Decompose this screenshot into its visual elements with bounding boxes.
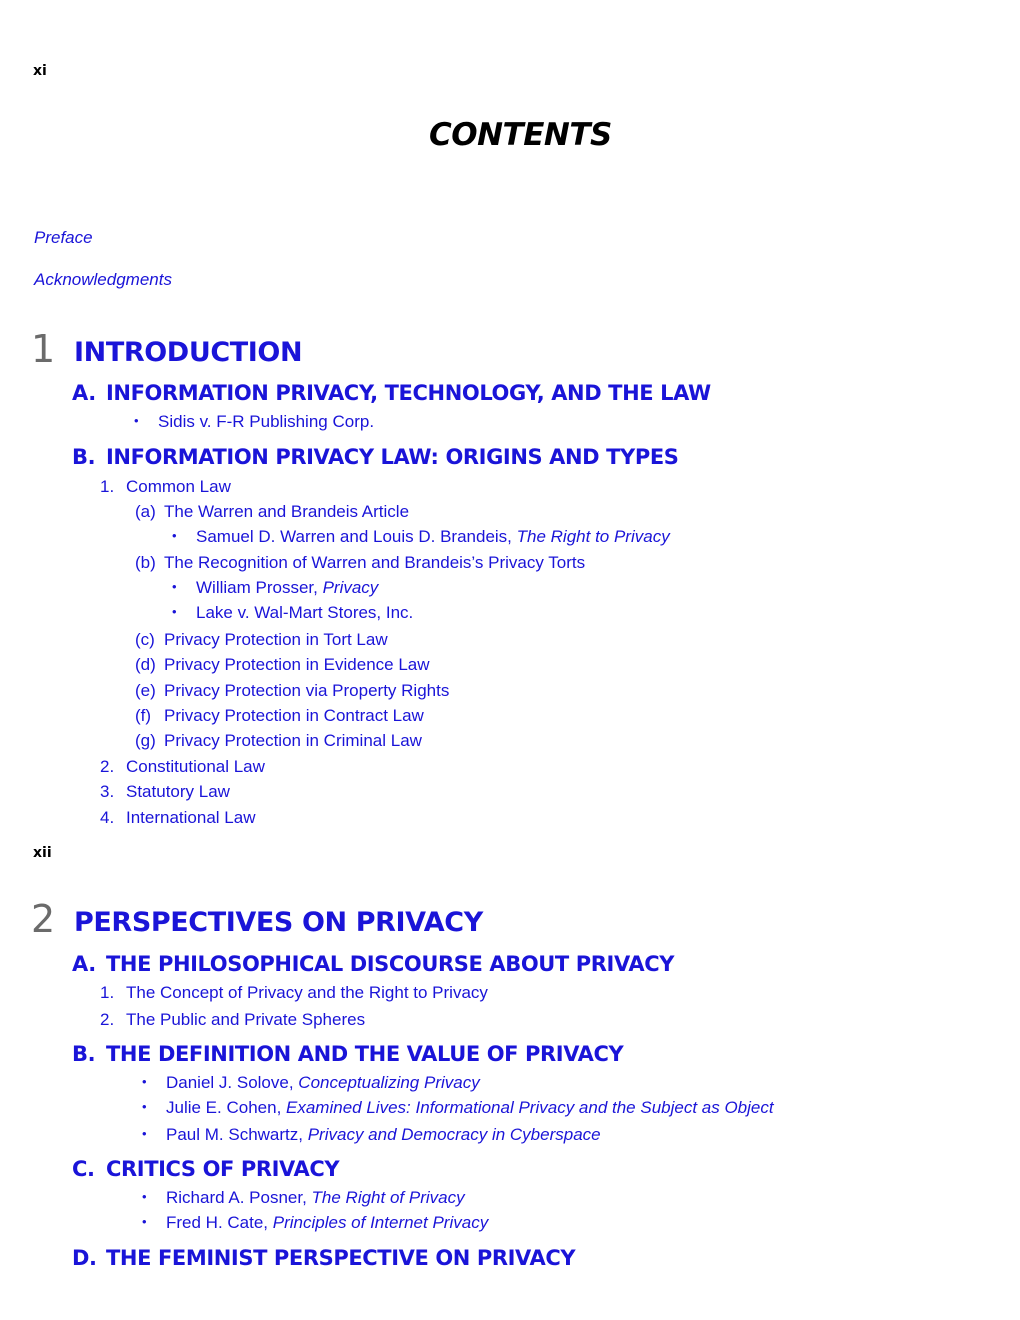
toc-link-section-2a[interactable]: [72, 952, 674, 976]
bullet-icon: •: [142, 1214, 147, 1229]
toc-link-subsection[interactable]: (f) Privacy Protection in Contract Law: [135, 706, 424, 725]
toc-link-section-2b[interactable]: [72, 1042, 623, 1066]
toc-link-constitutional-law[interactable]: 2. Constitutional Law: [100, 757, 265, 776]
toc-link-reading[interactable]: • William Prosser, Privacy: [172, 578, 379, 597]
section-label: A.: [72, 952, 96, 976]
section-title: THE PHILOSOPHICAL DISCOURSE ABOUT PRIVACY: [106, 952, 675, 976]
toc-link-subsection[interactable]: (a) The Warren and Brandeis Article: [135, 502, 410, 521]
section-label: A.: [72, 381, 96, 405]
toc-link-case[interactable]: • Sidis v. F-R Publishing Corp.: [134, 412, 375, 431]
toc-link-subsection[interactable]: (c) Privacy Protection in Tort Law: [135, 630, 388, 649]
toc-link-section-2d[interactable]: [72, 1246, 575, 1270]
toc-link-reading[interactable]: • Richard A. Posner, The Right of Privacy: [142, 1188, 465, 1207]
bullet-icon: •: [142, 1189, 147, 1204]
toc-link-subsection[interactable]: (b) The Recognition of Warren and Brandeis’s Privacy Torts: [135, 553, 586, 572]
section-title: THE FEMINIST PERSPECTIVE ON PRIVACY: [106, 1246, 576, 1270]
toc-link-chapter-1[interactable]: INTRODUCTION: [74, 337, 303, 368]
toc-link-acknowledgments[interactable]: Acknowledgments: [34, 270, 172, 289]
toc-link-common-law[interactable]: 1. Common Law: [100, 477, 231, 496]
toc-link-preface[interactable]: Preface: [34, 228, 93, 247]
toc-link-international-law[interactable]: 4. International Law: [100, 808, 256, 827]
bullet-icon: •: [142, 1126, 147, 1141]
toc-link-chapter-2[interactable]: PERSPECTIVES ON PRIVACY: [74, 907, 483, 938]
section-label: B.: [72, 445, 96, 469]
toc-link-spheres[interactable]: 2. The Public and Private Spheres: [100, 1010, 366, 1029]
bullet-icon: •: [172, 579, 177, 594]
toc-link-reading[interactable]: • Daniel J. Solove, Conceptualizing Privacy: [142, 1073, 480, 1092]
section-title: CRITICS OF PRIVACY: [106, 1157, 340, 1181]
toc-link-subsection[interactable]: (g) Privacy Protection in Criminal Law: [135, 731, 422, 750]
toc-link-reading[interactable]: • Samuel D. Warren and Louis D. Brandeis, The Right to Privacy: [172, 527, 670, 546]
bullet-icon: •: [172, 604, 177, 619]
section-title: THE DEFINITION AND THE VALUE OF PRIVACY: [106, 1042, 624, 1066]
toc-link-statutory-law[interactable]: 3. Statutory Law: [100, 782, 230, 801]
bullet-icon: •: [142, 1074, 147, 1089]
toc-link-section-2c[interactable]: [72, 1157, 339, 1181]
toc-link-case[interactable]: • Lake v. Wal-Mart Stores, Inc.: [172, 603, 414, 622]
page-number: xii: [33, 845, 52, 861]
toc-link-subsection[interactable]: (e) Privacy Protection via Property Rights: [135, 681, 450, 700]
section-label: B.: [72, 1042, 96, 1066]
page-title: CONTENTS: [429, 117, 612, 153]
toc-link-concept[interactable]: 1. The Concept of Privacy and the Right to Privacy: [100, 983, 488, 1002]
section-title: INFORMATION PRIVACY LAW: ORIGINS AND TYPES: [106, 445, 679, 469]
toc-link-reading[interactable]: • Fred H. Cate, Principles of Internet Privacy: [142, 1213, 489, 1232]
page-number: xi: [33, 63, 47, 79]
bullet-icon: •: [142, 1099, 147, 1114]
chapter-number: 2: [31, 897, 56, 941]
toc-link-reading[interactable]: • Julie E. Cohen, Examined Lives: Informational Privacy and the Subject as Object: [142, 1098, 774, 1117]
chapter-number: 1: [31, 327, 56, 371]
section-label: C.: [72, 1157, 95, 1181]
toc-link-reading[interactable]: • Paul M. Schwartz, Privacy and Democracy in Cyberspace: [142, 1125, 601, 1144]
section-label: D.: [72, 1246, 97, 1270]
bullet-icon: •: [172, 528, 177, 543]
toc-link-section-1b[interactable]: [72, 445, 679, 469]
toc-link-section-1a[interactable]: [72, 381, 711, 405]
section-title: INFORMATION PRIVACY, TECHNOLOGY, AND THE LAW: [106, 381, 711, 405]
bullet-icon: •: [134, 413, 139, 428]
toc-link-subsection[interactable]: (d) Privacy Protection in Evidence Law: [135, 655, 430, 674]
